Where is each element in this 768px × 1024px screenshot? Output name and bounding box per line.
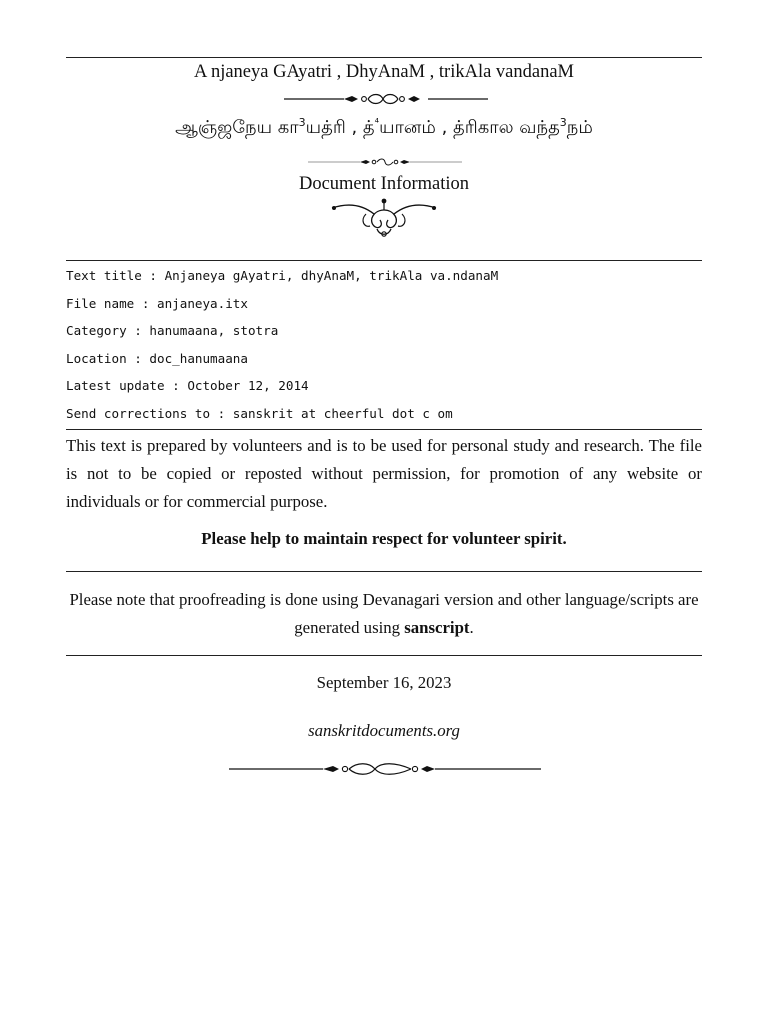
meta-corrections: Send corrections to : sanskrit at cheerful dot c om [66,406,453,421]
meta-latest-update: Latest update : October 12, 2014 [66,378,309,393]
document-date: September 16, 2023 [316,673,452,692]
meta-category: Category : hanumaana, stotra [66,323,279,338]
meta-text-title: Text title : Anjaneya gAyatri, dhyAnaM, trikAla va.ndanaM [66,268,499,283]
top-rule [66,57,702,58]
title-tamil: ஆஞ்ஜநேய கா$^3$யத்ரி , த்$^{^4}$யானம் , த்ரிகால வந்த$^3$நம் [175,116,593,138]
note-top-rule [66,571,702,572]
crest-ornament-icon [330,196,438,238]
note-bottom-rule [66,655,702,656]
bottom-flourish-divider-icon [229,762,541,776]
disclaimer-paragraph: This text is prepared by volunteers and is to be used for personal study and research. The file is not to be copied or reposted without permission, for promotion of any website or individuals or for commercial purpose. [66,436,702,511]
respect-line: Please help to maintain respect for volunteer spirit. [201,529,567,548]
document-information-heading: Document Information [298,174,470,194]
metadata-top-rule [66,260,702,261]
small-flourish-divider-icon [308,157,462,167]
sanscript-term: sanscript [404,618,470,637]
meta-location: Location : doc_hanumaana [66,351,248,366]
flourish-divider-icon [284,92,488,106]
proofreading-note: Please note that proofreading is done using Devanagari version and other language/scripts are generated using sanscript. [69,590,699,637]
title-english: A njaneya GAyatri , DhyAnaM , trikAla vandanaM [193,62,575,82]
meta-file-name: File name : anjaneya.itx [66,296,248,311]
site-name: sanskritdocuments.org [308,721,460,740]
metadata-bottom-rule [66,429,702,430]
